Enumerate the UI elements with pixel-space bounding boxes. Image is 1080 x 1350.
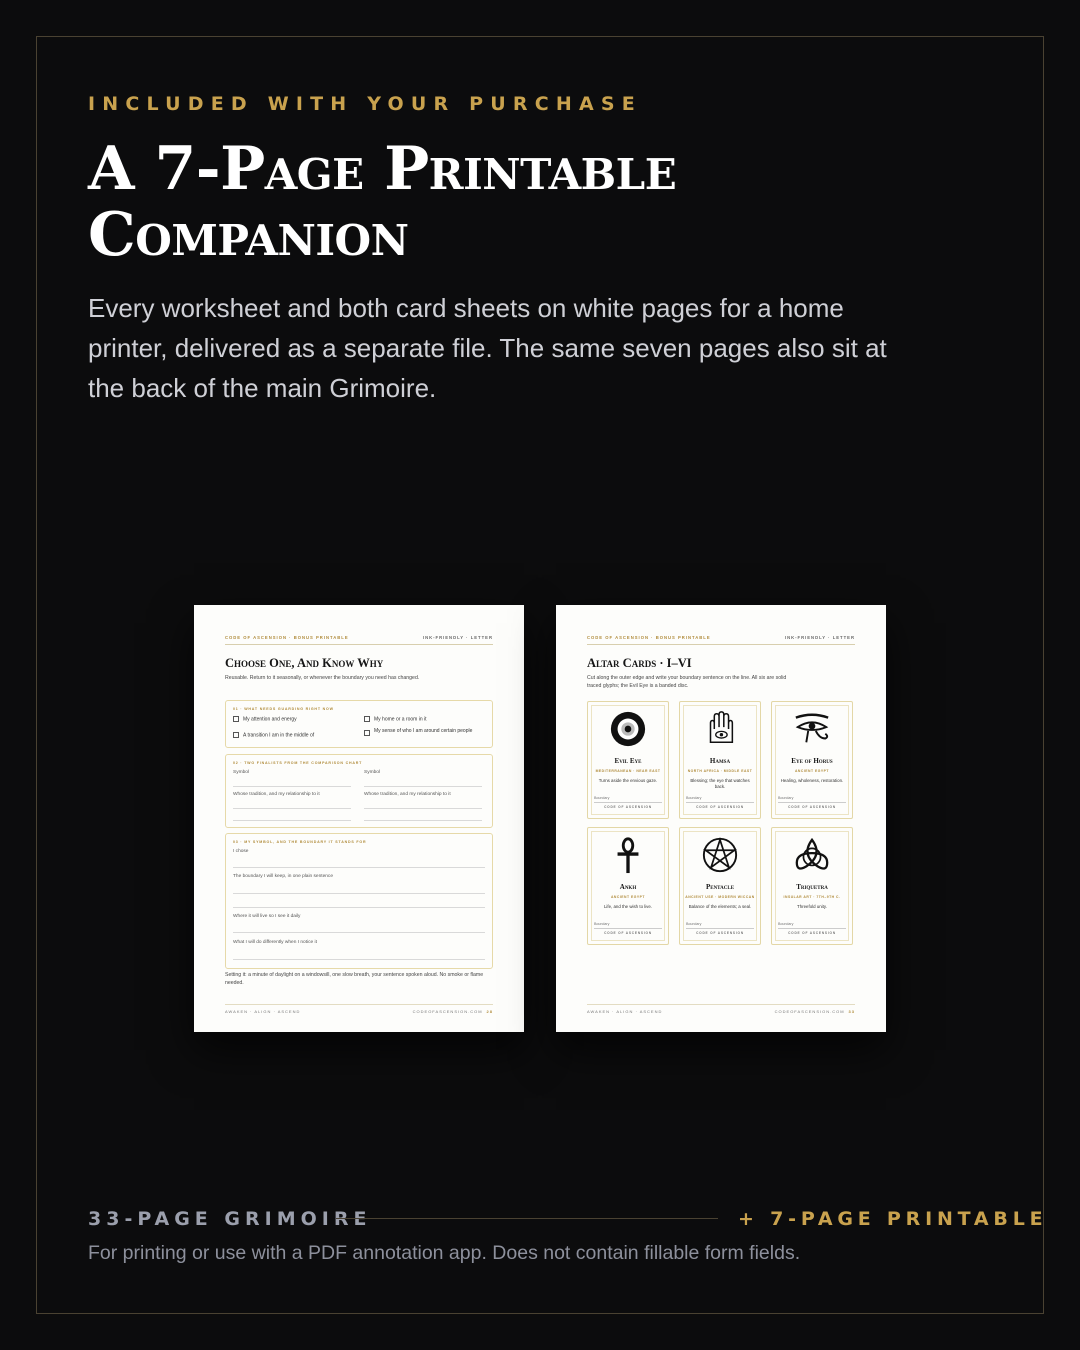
footer-left: AWAKEN · ALIGN · ASCEND <box>225 1009 301 1014</box>
section-guarding <box>225 700 493 748</box>
cards-title: Altar Cards · I–VI <box>587 656 692 670</box>
usage-note: For printing or use with a PDF annotation app. Does not contain fillable form fields. <box>88 1242 801 1264</box>
footer-url: CODEOFASCENSION.COM <box>412 1009 483 1014</box>
page-footer <box>587 1004 855 1014</box>
card-origin: INSULAR ART · 7TH–9TH C. <box>783 895 841 899</box>
checkbox-icon <box>364 716 370 722</box>
footer-url: CODEOFASCENSION.COM <box>774 1009 845 1014</box>
card-boundary-label: Boundary <box>686 796 702 800</box>
altar-card <box>771 827 853 945</box>
altar-card <box>587 701 669 819</box>
page-title: A 7-Page Printable Companion <box>88 134 677 270</box>
option-label: My home or a room in it <box>374 716 427 723</box>
option-checkbox <box>364 716 427 722</box>
write-line <box>233 808 351 809</box>
write-line <box>233 893 485 894</box>
card-boundary-label: Boundary <box>778 922 794 926</box>
page-header-left: CODE OF ASCENSION · BONUS PRINTABLE <box>225 635 349 640</box>
card-origin: ANCIENT EGYPT <box>610 895 645 899</box>
field-label: The boundary I will keep, in one plain sentence <box>233 874 333 879</box>
page-header <box>587 635 855 645</box>
card-footer: CODE OF ASCENSION <box>604 931 652 935</box>
write-line <box>594 928 662 929</box>
write-line <box>233 820 351 821</box>
card-footer: CODE OF ASCENSION <box>604 805 652 809</box>
write-line <box>233 907 485 908</box>
card-boundary-label: Boundary <box>594 796 610 800</box>
cards-page-preview <box>556 605 886 1032</box>
option-checkbox <box>233 716 297 722</box>
worksheet-page-preview <box>194 605 524 1032</box>
card-origin: ANCIENT USE · MODERN WICCAN <box>685 895 755 899</box>
eye-of-horus-icon <box>793 710 831 748</box>
worksheet-description: Reusable. Return to it seasonally, or whenever the boundary you need has changed. <box>225 675 420 681</box>
printable-label: + 7-PAGE PRINTABLE <box>738 1208 1048 1230</box>
field-label: Symbol <box>364 770 380 775</box>
section-label: 01 · WHAT NEEDS GUARDING RIGHT NOW <box>233 707 334 711</box>
write-line <box>233 867 485 868</box>
page-header-left: CODE OF ASCENSION · BONUS PRINTABLE <box>587 635 711 640</box>
card-meaning: Turns aside the envious gaze. <box>598 778 658 783</box>
card-footer: CODE OF ASCENSION <box>788 805 836 809</box>
checkbox-icon <box>233 732 239 738</box>
triquetra-icon <box>793 836 831 874</box>
checkbox-icon <box>364 730 370 736</box>
divider <box>336 1218 718 1219</box>
write-line <box>778 928 846 929</box>
section-label: 03 · MY SYMBOL, AND THE BOUNDARY IT STANDS FOR <box>233 840 367 844</box>
write-line <box>364 820 482 821</box>
card-boundary-label: Boundary <box>594 922 610 926</box>
field-label: I chose <box>233 849 249 854</box>
page-footer <box>225 1004 493 1014</box>
page-header-right: INK-FRIENDLY · LETTER <box>784 635 855 640</box>
card-meaning: Threefold unity. <box>797 904 827 909</box>
page-header <box>225 635 493 645</box>
card-footer: CODE OF ASCENSION <box>696 931 744 935</box>
card-origin: NORTH AFRICA · MIDDLE EAST <box>687 769 753 773</box>
card-name: Hamsa <box>709 757 731 765</box>
ankh-icon <box>609 836 647 874</box>
card-name: Triquetra <box>796 883 828 891</box>
card-origin: ANCIENT EGYPT <box>794 769 829 773</box>
pentacle-icon <box>701 836 739 874</box>
field-label: Whose tradition, and my relationship to it <box>364 792 451 797</box>
worksheet-title: Choose One, And Know Why <box>225 656 384 670</box>
card-boundary-label: Boundary <box>778 796 794 800</box>
option-label: My sense of who I am around certain people <box>374 728 473 734</box>
card-boundary-label: Boundary <box>686 922 702 926</box>
card-name: Pentacle <box>705 883 735 891</box>
write-line <box>364 786 482 787</box>
footer-right <box>413 1009 493 1014</box>
write-line <box>594 802 662 803</box>
write-line <box>686 928 754 929</box>
field-label: What I will do differently when I notice it <box>233 940 317 945</box>
footer-right <box>775 1009 855 1014</box>
write-line <box>778 802 846 803</box>
altar-card <box>679 827 761 945</box>
write-line <box>233 932 485 933</box>
section-finalists <box>225 754 493 828</box>
card-footer: CODE OF ASCENSION <box>788 931 836 935</box>
checkbox-icon <box>233 716 239 722</box>
altar-card <box>587 827 669 945</box>
card-name: Ankh <box>619 883 637 891</box>
evil-eye-icon <box>609 710 647 748</box>
card-name: Eye of Horus <box>791 757 833 765</box>
field-label: Whose tradition, and my relationship to it <box>233 792 320 797</box>
page-number: 33 <box>848 1009 855 1014</box>
option-label: My attention and energy <box>243 716 297 723</box>
hamsa-icon <box>701 710 739 748</box>
card-origin: MEDITERRANEAN · NEAR EAST <box>595 769 661 773</box>
setting-note: Setting it: a minute of daylight on a windowsill, one slow breath, your sentence spoken aloud. No smoke or flame needed. <box>225 972 484 986</box>
card-meaning: Life, and the wish to live. <box>603 904 653 909</box>
card-footer: CODE OF ASCENSION <box>696 805 744 809</box>
section-label: 02 · TWO FINALISTS FROM THE COMPARISON CHART <box>233 761 363 765</box>
write-line <box>233 959 485 960</box>
write-line <box>364 808 482 809</box>
option-label: A transition I am in the middle of <box>243 732 315 739</box>
card-meaning: Healing, wholeness, restoration. <box>780 778 844 783</box>
altar-card <box>771 701 853 819</box>
option-checkbox <box>233 732 314 738</box>
cards-description: Cut along the outer edge and write your boundary sentence on the line. All six are solid traced glyphs; the Evil Eye is a banded disc. <box>587 675 787 689</box>
grimoire-label: 33-PAGE GRIMOIRE <box>88 1208 372 1230</box>
page-header-right: INK-FRIENDLY · LETTER <box>422 635 493 640</box>
altar-card <box>679 701 761 819</box>
section-my-symbol <box>225 833 493 969</box>
card-name: Evil Eye <box>614 757 642 765</box>
page-description: Every worksheet and both card sheets on white pages for a home printer, delivered as a separate file. The same seven pages also sit at the back of the main Grimoire. <box>88 293 887 403</box>
field-label: Where it will live so I see it daily <box>233 914 301 919</box>
page-number: 28 <box>486 1009 493 1014</box>
card-meaning: Blessing; the eye that watches back. <box>690 778 750 789</box>
card-meaning: Balance of the elements; a seal. <box>688 904 752 909</box>
option-checkbox <box>364 728 484 736</box>
write-line <box>686 802 754 803</box>
footer-left: AWAKEN · ALIGN · ASCEND <box>587 1009 663 1014</box>
field-label: Symbol <box>233 770 249 775</box>
eyebrow: INCLUDED WITH YOUR PURCHASE <box>88 93 642 115</box>
write-line <box>233 786 351 787</box>
